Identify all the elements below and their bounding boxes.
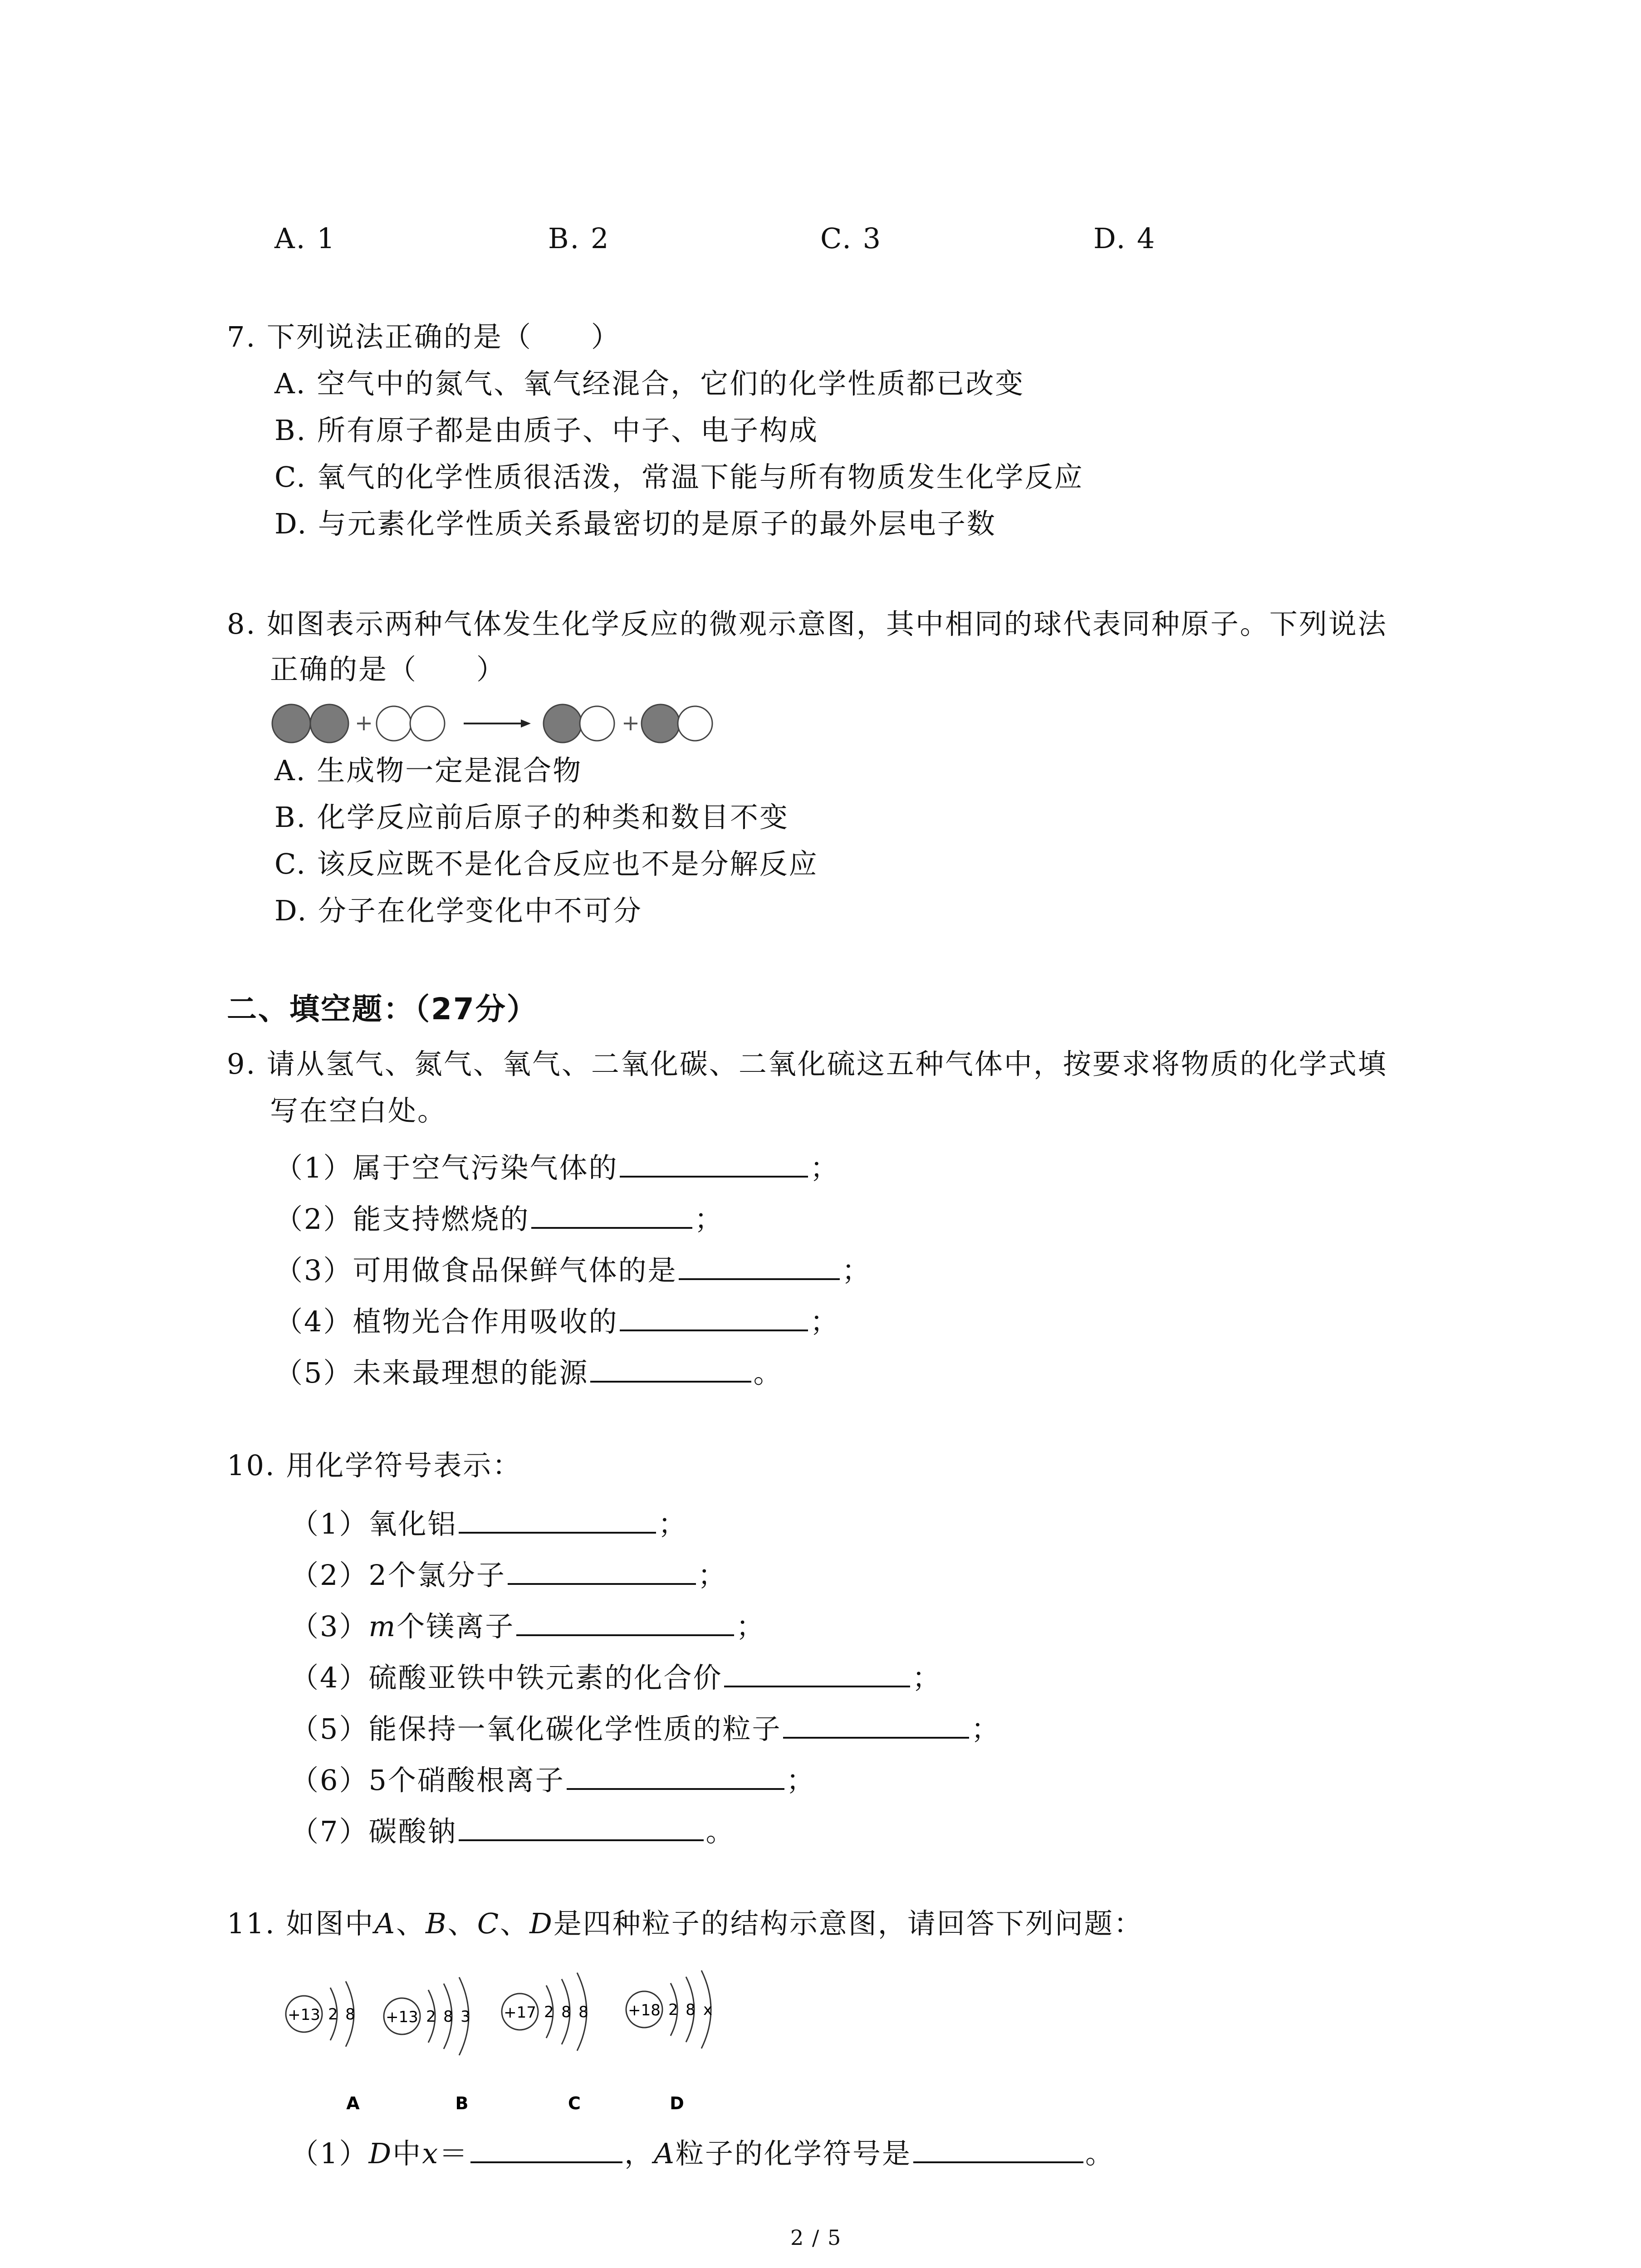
q8-stem-line2: 正确的是（ ） <box>270 653 506 686</box>
q8-option-d: D. 分子在化学变化中不可分 <box>274 894 642 927</box>
q11-sub1-var-d: D <box>368 2137 393 2170</box>
q9-item-label: （1）属于空气污染气体的 <box>274 1151 618 1184</box>
q9-item-1 <box>274 1148 839 1182</box>
q11-var-d: D <box>529 1907 554 1940</box>
q8-option-b: B. 化学反应前后原子的种类和数目不变 <box>274 801 789 834</box>
shell-electrons: x <box>703 2001 713 2019</box>
q7-option-c: C. 氧气的化学性质很活泼，常温下能与所有物质发生化学反应 <box>274 460 1084 494</box>
q11-var-a: A <box>374 1907 397 1940</box>
nucleus-charge: +18 <box>628 2001 661 2019</box>
reactant-molecule-light <box>377 706 445 741</box>
q11-sep: 、 <box>396 1907 426 1940</box>
q9-item-4 <box>274 1301 839 1336</box>
particle-b <box>384 1977 470 2113</box>
q10-item-3 <box>290 1606 765 1641</box>
q9-item-label: （2）能支持燃烧的 <box>274 1202 530 1236</box>
answer-blank[interactable] <box>620 1148 808 1178</box>
q6-option-d: D. 4 <box>1093 222 1156 255</box>
q9-item-end: ； <box>842 1254 872 1287</box>
q9-stem-line1: 9. 请从氢气、氮气、氧气、二氧化碳、二氧化硫这五种气体中，按要求将物质的化学式填 <box>227 1047 1387 1080</box>
q11-sep: 、 <box>500 1907 530 1940</box>
q9-item-label: （3）可用做食品保鲜气体的是 <box>274 1254 677 1287</box>
reaction-arrow <box>464 719 531 728</box>
q6-option-b: B. 2 <box>548 222 610 255</box>
answer-blank[interactable] <box>590 1353 751 1383</box>
nucleus-charge: +17 <box>504 2004 536 2022</box>
nucleus-charge: +13 <box>386 2008 418 2026</box>
q10-item-end: ； <box>786 1764 816 1797</box>
q11-sub1-text2: 粒子的化学符号是 <box>675 2137 911 2170</box>
shell-electrons: 2 <box>668 2001 678 2019</box>
q10-item-5 <box>290 1709 1000 1743</box>
q11-sub1 <box>290 2133 1115 2168</box>
q7-stem: 7. 下列说法正确的是（ ） <box>227 320 621 353</box>
plus-sign: + <box>354 710 373 736</box>
shell-electrons: 8 <box>561 2003 571 2021</box>
q9-item-3 <box>274 1250 871 1285</box>
shell-electrons: 3 <box>460 2008 470 2026</box>
answer-blank[interactable] <box>724 1657 910 1687</box>
answer-blank[interactable] <box>459 1504 656 1534</box>
q10-stem: 10. 用化学符号表示： <box>227 1449 522 1482</box>
page-number: 2 / 5 <box>790 2225 842 2250</box>
q11-sub1-var-x: x <box>422 2137 440 2170</box>
q6-option-c: C. 3 <box>820 222 882 255</box>
product-molecule-1 <box>544 704 614 743</box>
q11-sub1-eq: ＝ <box>439 2137 469 2170</box>
q9-item-end: ； <box>810 1151 840 1184</box>
answer-blank[interactable] <box>620 1301 808 1331</box>
q11-sub1-end: 。 <box>1085 2137 1115 2170</box>
answer-blank[interactable] <box>531 1199 692 1229</box>
plus-sign: + <box>621 710 640 736</box>
q10-item-end: ； <box>658 1507 688 1540</box>
q9-stem-line2: 写在空白处。 <box>270 1094 447 1127</box>
q10-item-label: （2）2个氯分子 <box>290 1559 506 1592</box>
answer-blank[interactable] <box>783 1709 969 1739</box>
q10-item-end: ； <box>736 1610 766 1643</box>
q9-item-2 <box>274 1199 724 1236</box>
answer-blank[interactable] <box>508 1555 696 1585</box>
answer-blank[interactable] <box>470 2133 622 2163</box>
q11-sub1-mid: 中 <box>392 2137 422 2170</box>
q11-sub1-var-a: A <box>654 2137 676 2170</box>
q11-sep: 、 <box>447 1907 477 1940</box>
particle-label-d: D <box>670 2093 684 2113</box>
shell-electrons: 2 <box>426 2008 436 2026</box>
q9-item-label: （4）植物光合作用吸收的 <box>274 1305 618 1338</box>
q7-option-d: D. 与元素化学性质关系最密切的是原子的最外层电子数 <box>274 507 996 540</box>
particle-a <box>286 1981 360 2113</box>
particle-label-b: B <box>455 2093 469 2113</box>
q10-item-1 <box>290 1504 687 1538</box>
product-molecule-2 <box>642 704 712 743</box>
section-2-title: 二、填空题：（27分） <box>227 992 538 1026</box>
shell-electrons: 8 <box>686 2001 696 2019</box>
q10-item-2 <box>290 1555 727 1592</box>
q10-item-7 <box>290 1811 735 1846</box>
q11-var-c: C <box>477 1907 500 1940</box>
reaction-diagram <box>268 699 730 748</box>
shell-electrons: 2 <box>544 2003 554 2021</box>
answer-blank[interactable] <box>679 1250 840 1280</box>
q11-sub1-comma: ， <box>624 2137 654 2170</box>
answer-blank[interactable] <box>913 2133 1083 2163</box>
q7-option-b: B. 所有原子都是由质子、中子、电子构成 <box>274 414 818 447</box>
q10-item-end: 。 <box>705 1815 735 1848</box>
q9-item-5 <box>274 1353 783 1387</box>
q10-item-label: （4）硫酸亚铁中铁元素的化合价 <box>290 1661 723 1694</box>
shell-electrons: 8 <box>345 2005 355 2024</box>
q6-option-a: A. 1 <box>274 222 336 255</box>
q10-item-label: （7）碳酸钠 <box>290 1815 457 1848</box>
q11-stem-post: 是四种粒子的结构示意图，请回答下列问题： <box>553 1907 1143 1940</box>
reactant-molecule-dark <box>272 704 348 743</box>
answer-blank[interactable] <box>516 1606 734 1636</box>
q9-item-end: 。 <box>753 1356 783 1389</box>
particle-label-a: A <box>346 2093 360 2113</box>
q10-item-label: （5）能保持一氧化碳化学性质的粒子 <box>290 1712 782 1745</box>
q10-item-label: （6）5个硝酸根离子 <box>290 1764 565 1797</box>
answer-blank[interactable] <box>459 1811 704 1841</box>
q8-option-a: A. 生成物一定是混合物 <box>274 754 583 787</box>
q9-item-end: ； <box>694 1202 724 1236</box>
q9-item-label: （5）未来最理想的能源 <box>274 1356 589 1389</box>
shell-electrons: 2 <box>328 2005 338 2024</box>
q10-item-label: （3） <box>290 1610 369 1643</box>
q10-item-label: 个镁离子 <box>397 1610 515 1643</box>
q7-option-a: A. 空气中的氮气、氧气经混合，它们的化学性质都已改变 <box>274 367 1025 400</box>
q10-item-end: ； <box>971 1712 1001 1745</box>
q10-item-end: ； <box>697 1559 727 1592</box>
particle-d <box>626 1970 712 2113</box>
shell-electrons: 8 <box>578 2003 588 2021</box>
q10-item-6 <box>290 1760 816 1797</box>
q11-stem <box>227 1907 1143 1940</box>
particle-structure-diagram <box>272 1960 771 2123</box>
q10-item-variable: m <box>368 1610 397 1643</box>
q8-stem-line1: 8. 如图表示两种气体发生化学反应的微观示意图，其中相同的球代表同种原子。下列说法 <box>227 607 1387 640</box>
q10-item-label: （1）氧化铝 <box>290 1507 457 1540</box>
shell-electrons: 8 <box>443 2008 453 2026</box>
q9-item-end: ； <box>810 1305 840 1338</box>
q11-sub1-pre: （1） <box>290 2137 369 2170</box>
q11-var-b: B <box>426 1907 448 1940</box>
answer-blank[interactable] <box>567 1760 784 1790</box>
q10-item-end: ； <box>912 1661 942 1694</box>
q8-option-c: C. 该反应既不是化合反应也不是分解反应 <box>274 847 818 880</box>
q10-item-4 <box>290 1657 941 1692</box>
q11-stem-pre: 11. 如图中 <box>227 1907 375 1940</box>
particle-label-c: C <box>568 2093 581 2113</box>
nucleus-charge: +13 <box>288 2006 320 2024</box>
particle-c <box>502 1973 588 2113</box>
